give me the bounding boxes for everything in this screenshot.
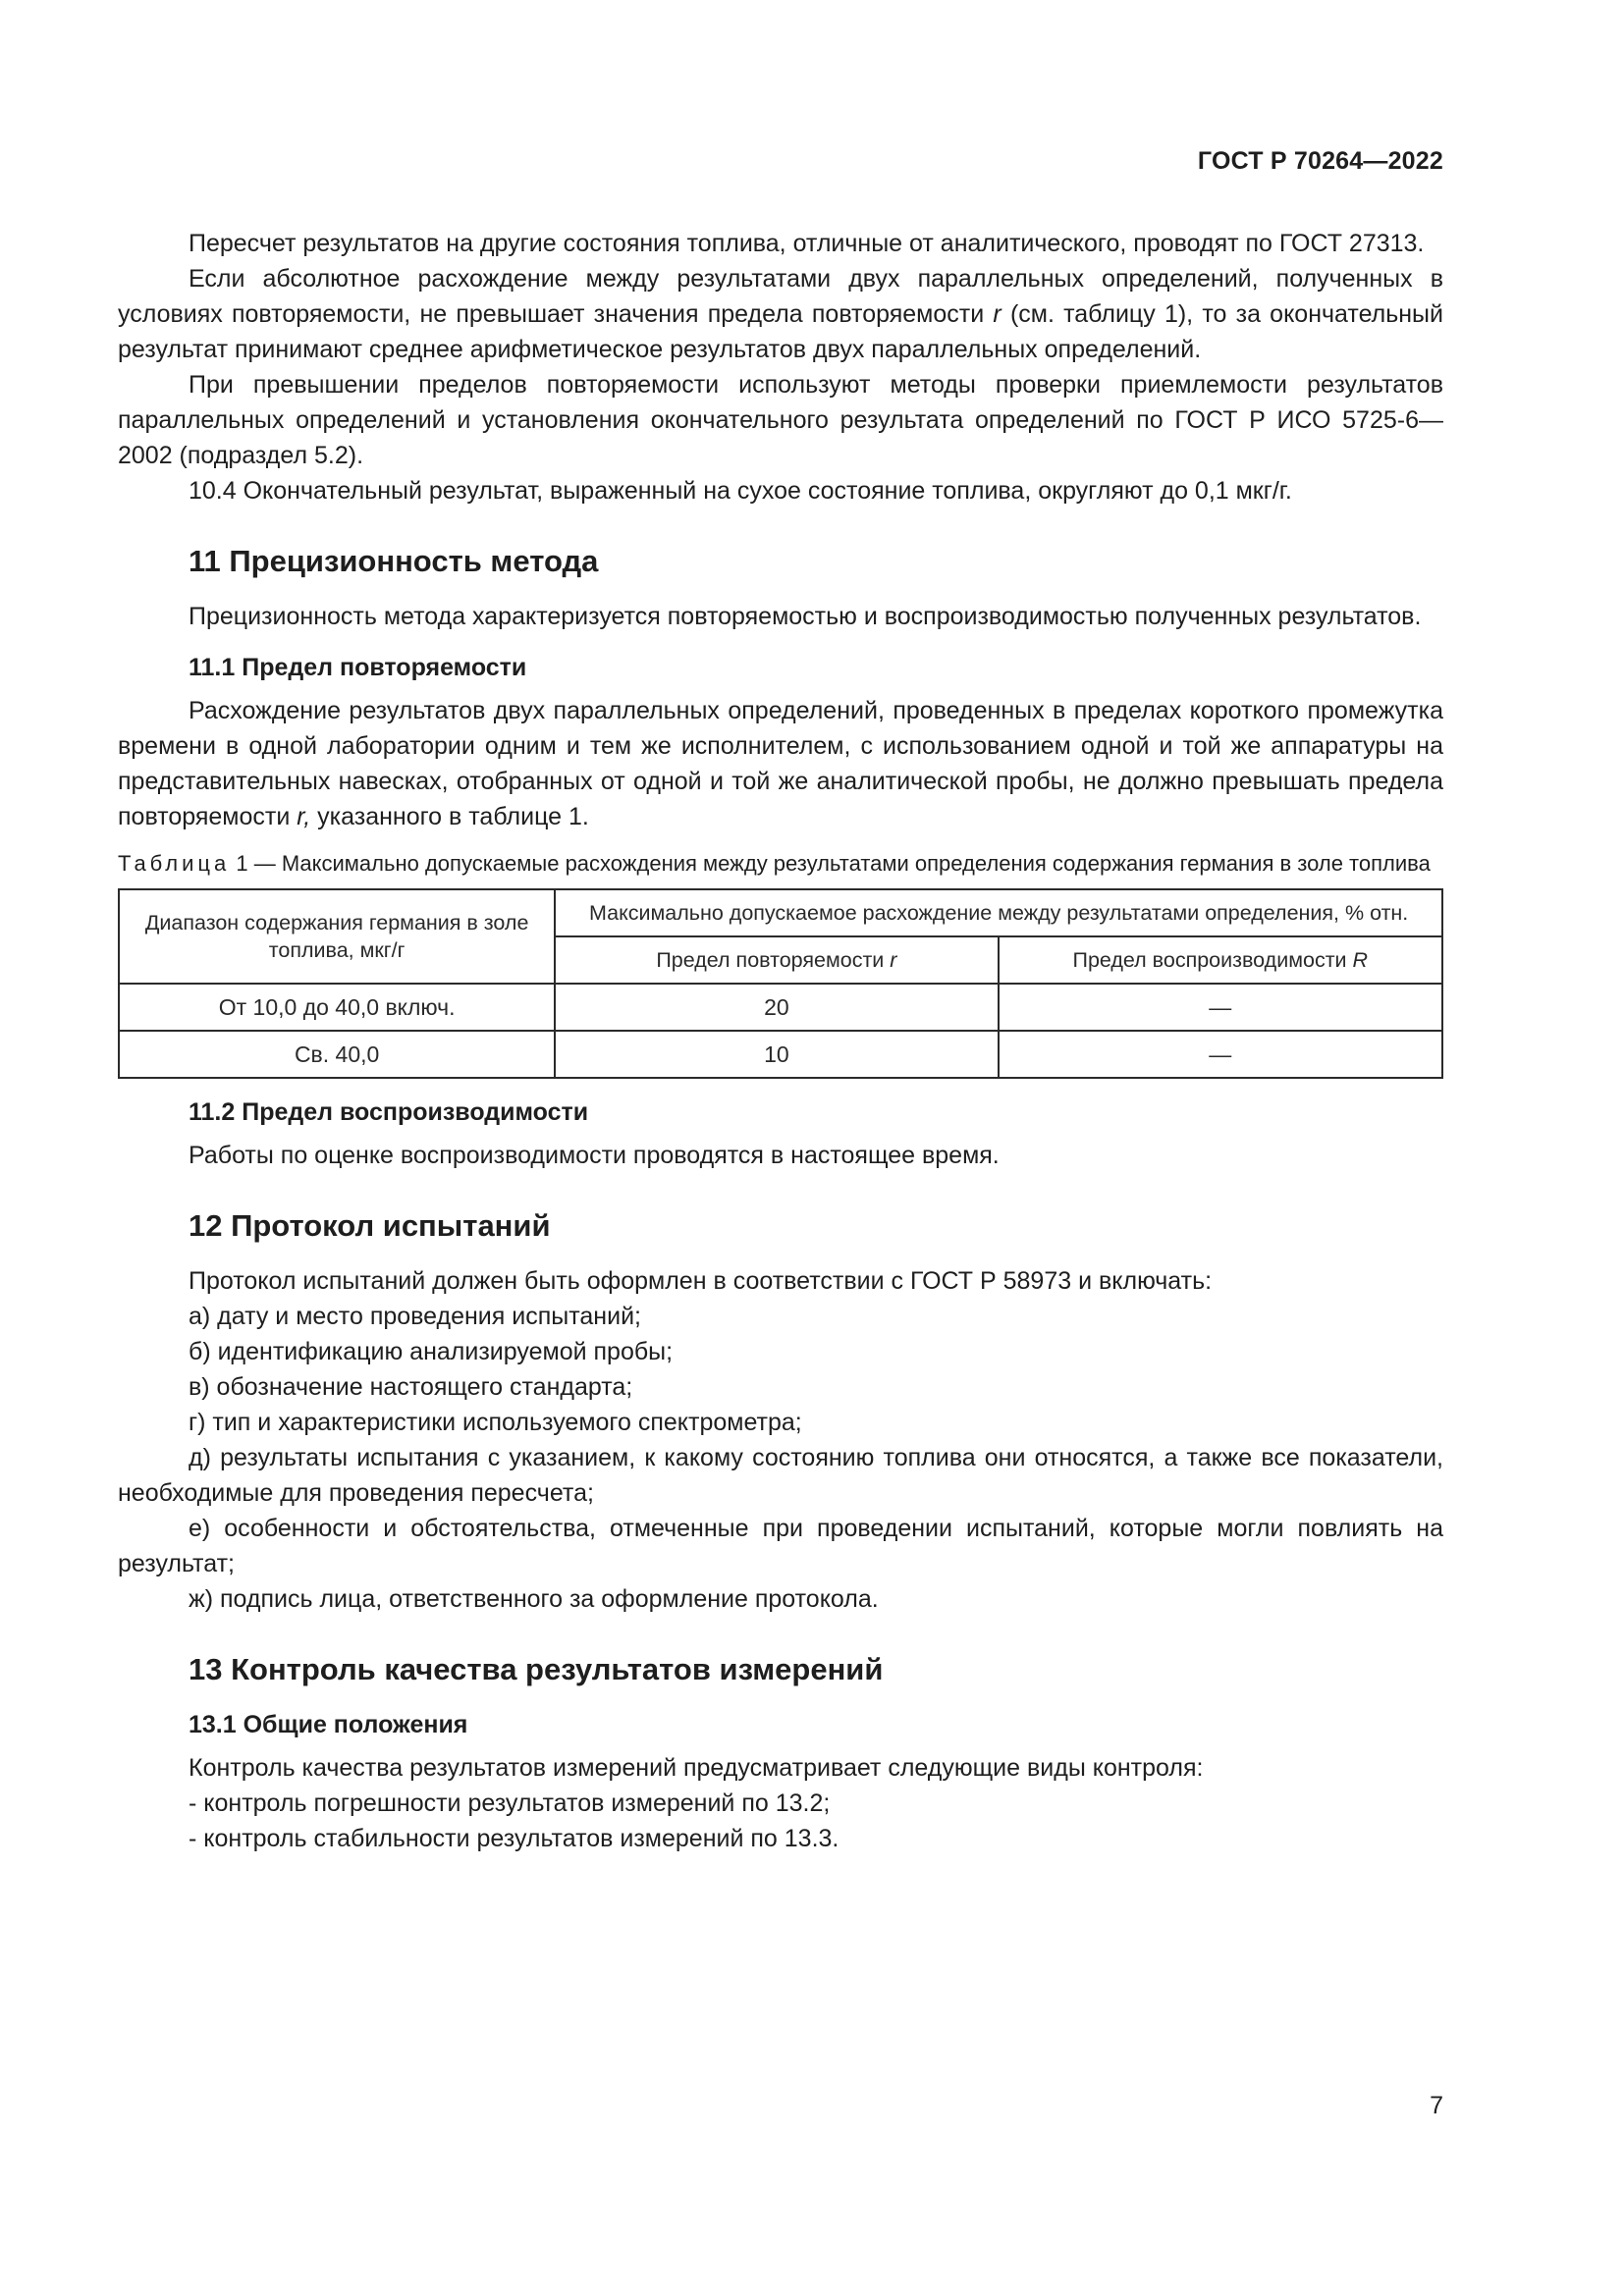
section-13-title: 13 Контроль качества результатов измерений bbox=[189, 1652, 884, 1686]
table-row bbox=[119, 1031, 1442, 1078]
paragraph-exceed-limits: При превышении пределов повторяемости используют методы проверки приемлемости результатов параллельных определений и установления окончательного результата определений по ГОСТ Р ИСО 5725-6—2002 (подраздел 5.2). bbox=[118, 371, 1443, 469]
section-11-title: 11 Прецизионность метода bbox=[189, 544, 599, 578]
table-header-reproducibility: Предел воспроизводимости R bbox=[999, 936, 1442, 984]
paragraph-repeatability-check: Если абсолютное расхождение между результатами двух параллельных определений, полученных в условиях повторяемости, не превышает значения предела повторяемости r (см. таблицу 1), то за окончательный результат принимают среднее арифметическое результатов двух параллельных определений. bbox=[118, 265, 1443, 363]
list-item: д) результаты испытания с указанием, к какому состоянию топлива они относятся, а также все показатели, необходимые для проведения пересчета; bbox=[118, 1444, 1443, 1507]
table-row bbox=[119, 984, 1442, 1031]
document-body bbox=[118, 226, 1443, 1856]
section-12-intro: Протокол испытаний должен быть оформлен в соответствии с ГОСТ Р 58973 и включать: bbox=[189, 1267, 1213, 1295]
table-1 bbox=[118, 888, 1443, 1079]
list-item: б) идентификацию анализируемой пробы; bbox=[189, 1338, 674, 1365]
section-13-intro: Контроль качества результатов измерений предусматривает следующие виды контроля: bbox=[189, 1754, 1204, 1782]
list-item: е) особенности и обстоятельства, отмеченные при проведении испытаний, которые могли повлиять на результат; bbox=[118, 1515, 1443, 1577]
list-item: ж) подпись лица, ответственного за оформление протокола. bbox=[189, 1585, 879, 1613]
list-item: - контроль стабильности результатов измерений по 13.3. bbox=[189, 1825, 839, 1852]
paragraph-10-4: 10.4 Окончательный результат, выраженный на сухое состояние топлива, округляют до 0,1 мкг/г. bbox=[189, 477, 1292, 505]
table-cell-r: 20 bbox=[555, 984, 998, 1031]
table-header-group: Максимально допускаемое расхождение между результатами определения, % отн. bbox=[555, 889, 1442, 936]
subsection-11-1-text: Расхождение результатов двух параллельных определений, проведенных в пределах короткого промежутка времени в одной лаборатории одним и тем же исполнителем, с использованием одной и той же аппаратуры на представительных навесках, отобранных от одной и той же аналитической пробы, не должно превышать предела повторяемости r, указанного в таблице 1. bbox=[118, 697, 1443, 830]
paragraph-recalc: Пересчет результатов на другие состояния топлива, отличные от аналитического, проводят по ГОСТ 27313. bbox=[189, 230, 1425, 257]
list-item: в) обозначение настоящего стандарта; bbox=[189, 1373, 633, 1401]
table-header-repeatability: Предел повторяемости r bbox=[555, 936, 998, 984]
table-cell-r: 10 bbox=[555, 1031, 998, 1078]
table-cell-range: От 10,0 до 40,0 включ. bbox=[119, 984, 555, 1031]
table-1-caption: Таблица 1 — Максимально допускаемые расхождения между результатами определения содержания германия в золе топлива bbox=[118, 851, 1431, 876]
list-item: - контроль погрешности результатов измерений по 13.2; bbox=[189, 1789, 831, 1817]
section-11-intro: Прецизионность метода характеризуется повторяемостью и воспроизводимостью полученных результатов. bbox=[189, 603, 1422, 630]
document-header-id: ГОСТ Р 70264—2022 bbox=[1197, 147, 1443, 175]
table-cell-range: Св. 40,0 bbox=[119, 1031, 555, 1078]
page-number: 7 bbox=[1430, 2092, 1443, 2119]
subsection-11-2-text: Работы по оценке воспроизводимости проводятся в настоящее время. bbox=[189, 1142, 1000, 1169]
subsection-11-2-title: 11.2 Предел воспроизводимости bbox=[189, 1098, 589, 1126]
table-header-range: Диапазон содержания германия в золе топлива, мкг/г bbox=[119, 889, 555, 984]
section-12-title: 12 Протокол испытаний bbox=[189, 1208, 551, 1243]
list-item: а) дату и место проведения испытаний; bbox=[189, 1303, 641, 1330]
subsection-13-1-title: 13.1 Общие положения bbox=[189, 1711, 468, 1738]
table-cell-R: — bbox=[999, 984, 1442, 1031]
subsection-11-1-title: 11.1 Предел повторяемости bbox=[189, 654, 527, 681]
table-cell-R: — bbox=[999, 1031, 1442, 1078]
list-item: г) тип и характеристики используемого спектрометра; bbox=[189, 1409, 802, 1436]
